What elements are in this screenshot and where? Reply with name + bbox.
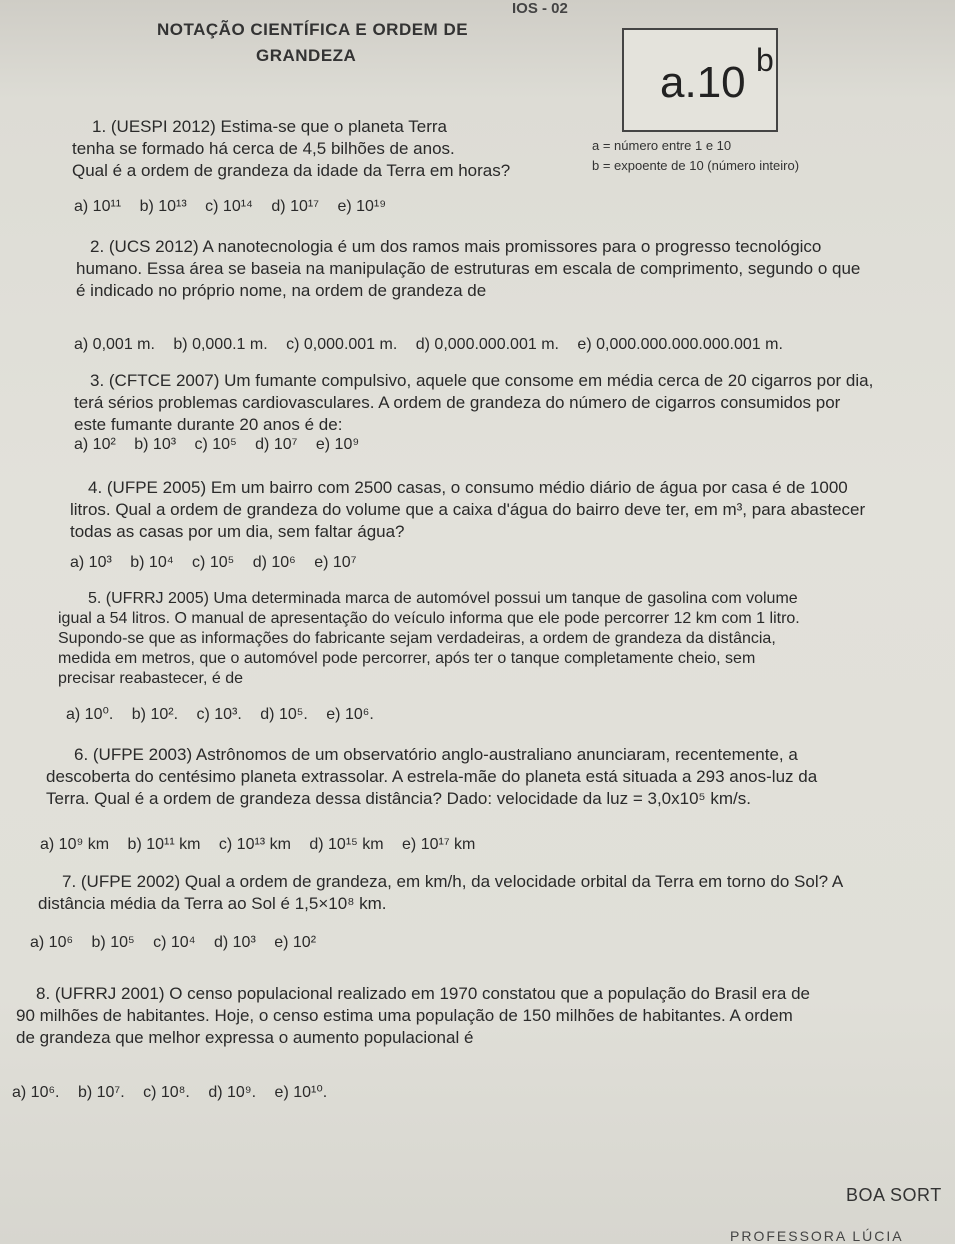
option-a: a) 0,001 m. [74, 336, 155, 353]
option-a: a) 10⁹ km [40, 836, 110, 853]
question-1-line-2: tenha se formado há cerca de 4,5 bilhões de anos. [72, 139, 455, 158]
question-1 [72, 116, 511, 182]
question-4-line-1: 4. (UFPE 2005) Em um bairro com 2500 casas, o consumo médio diário de água por casa é de 1000 [88, 478, 848, 497]
option-b: b) 10¹¹ km [127, 836, 201, 853]
question-8-options [12, 1082, 341, 1102]
page-header: IOS - 02 [512, 0, 568, 17]
question-7-options [30, 934, 330, 952]
option-b: b) 10⁴ [130, 554, 174, 571]
option-c: c) 10⁵ [194, 436, 237, 453]
option-a: a) 10⁶ [30, 934, 74, 951]
option-e: e) 10¹⁷ km [402, 836, 476, 853]
question-8-line-1: 8. (UFRRJ 2001) O censo populacional realizado em 1970 constatou que a população do Brasil era de [36, 984, 810, 1003]
question-5 [58, 589, 800, 689]
option-e: e) 10⁹ [315, 436, 360, 453]
question-5-line-2: igual a 54 litros. O manual de apresentação do veículo informa que ele pode percorrer 12 km com 1 litro. [58, 610, 800, 627]
question-5-line-4: medida em metros, que o automóvel pode percorrer, após ter o tanque completamente cheio, sem [58, 650, 756, 667]
question-2-line-2: humano. Essa área se baseia na manipulação de estruturas em escala de comprimento, segundo o que [76, 259, 861, 278]
question-7 [38, 871, 844, 915]
question-3-line-1: 3. (CFTCE 2007) Um fumante compulsivo, aquele que consome em média cerca de 20 cigarros por dia, [90, 371, 874, 390]
question-1-line-3: Qual é a ordem de grandeza da idade da Terra em horas? [72, 161, 511, 180]
good-luck-text: BOA SORT [846, 1185, 942, 1205]
question-2 [76, 236, 861, 302]
question-6-line-1: 6. (UFPE 2003) Astrônomos de um observatório anglo-australiano anunciaram, recentemente, a [74, 745, 798, 764]
option-e: e) 10² [274, 934, 317, 951]
option-a: a) 10¹¹ [74, 198, 122, 215]
option-a: a) 10² [74, 436, 116, 453]
option-d: d) 10³ [213, 934, 256, 951]
question-1-options [74, 198, 400, 216]
question-8-line-3: de grandeza que melhor expressa o aumento populacional é [16, 1028, 474, 1047]
option-c: c) 10¹³ km [218, 836, 291, 853]
question-5-line-3: Supondo-se que as informações do fabricante sejam verdadeiras, a ordem de grandeza da distância, [58, 630, 776, 647]
option-b: b) 10⁵ [91, 934, 135, 951]
question-7-line-1: 7. (UFPE 2002) Qual a ordem de grandeza, em km/h, da velocidade orbital da Terra em torno do Sol? A [62, 872, 844, 891]
option-b: b) 10⁷. [77, 1084, 125, 1101]
legend-b: b = expoente de 10 (número inteiro) [592, 158, 800, 173]
question-4-line-2: litros. Qual a ordem de grandeza do volume que a caixa d'água do bairro deve ter, em m³, para abastecer [70, 500, 866, 519]
option-c: c) 10³. [196, 706, 242, 723]
option-b: b) 0,000.1 m. [173, 336, 268, 353]
title-line-2: GRANDEZA [256, 46, 357, 65]
option-a: a) 10⁰. [66, 706, 114, 723]
question-3-options [74, 436, 373, 454]
question-5-line-5: precisar reabastecer, é de [58, 670, 243, 687]
option-e: e) 10⁶. [326, 706, 374, 723]
question-5-options [66, 704, 388, 724]
formula-base: a.10 [660, 58, 746, 107]
option-e: e) 10¹⁰. [274, 1084, 328, 1101]
question-2-line-1: 2. (UCS 2012) A nanotecnologia é um dos ramos mais promissores para o progresso tecnológico [90, 237, 822, 256]
question-3-line-2: terá sérios problemas cardiovasculares. A ordem de grandeza do número de cigarros consumidos por [74, 393, 841, 412]
question-5-line-1: 5. (UFRRJ 2005) Uma determinada marca de automóvel possui um tanque de gasolina com volume [88, 590, 798, 607]
option-e: e) 10¹⁹ [337, 198, 387, 215]
option-c: c) 10⁴ [153, 934, 196, 951]
option-d: d) 10¹⁵ km [309, 836, 384, 853]
option-d: d) 10⁹. [208, 1084, 257, 1101]
option-a: a) 10³ [70, 554, 112, 571]
option-d: d) 10¹⁷ [271, 198, 319, 215]
formula-exponent: b [756, 42, 774, 78]
option-e: e) 10⁷ [314, 554, 357, 571]
question-8-line-2: 90 milhões de habitantes. Hoje, o censo estima uma população de 150 milhões de habitantes. A ordem [16, 1006, 793, 1025]
question-3-line-3: este fumante durante 20 anos é de: [74, 415, 343, 434]
question-4 [70, 477, 866, 543]
question-2-line-3: é indicado no próprio nome, na ordem de grandeza de [76, 281, 487, 300]
option-e: e) 0,000.000.000.000.001 m. [577, 336, 783, 353]
option-d: d) 10⁵. [260, 706, 308, 723]
question-6-line-2: descoberta do centésimo planeta extrassolar. A estrela-mãe do planeta está situada a 293 anos-luz da [46, 767, 818, 786]
question-4-line-3: todas as casas por um dia, sem faltar água? [70, 522, 405, 541]
legend-a: a = número entre 1 e 10 [592, 138, 732, 153]
option-b: b) 10¹³ [139, 198, 187, 215]
question-2-options [74, 336, 797, 354]
option-c: c) 10¹⁴ [205, 198, 253, 215]
option-a: a) 10⁶. [12, 1084, 60, 1101]
question-1-line-1: 1. (UESPI 2012) Estima-se que o planeta Terra [92, 117, 447, 136]
option-c: c) 10⁸. [143, 1084, 190, 1101]
option-c: c) 0,000.001 m. [286, 336, 398, 353]
question-4-options [70, 554, 370, 572]
question-6-line-3: Terra. Qual é a ordem de grandeza dessa distância? Dado: velocidade da luz = 3,0x10⁵ km/s. [46, 789, 751, 808]
question-3 [74, 370, 874, 436]
teacher-name: PROFESSORA LÚCIA [730, 1228, 904, 1244]
question-8 [16, 983, 810, 1049]
question-6-options [40, 836, 489, 854]
question-7-line-2: distância média da Terra ao Sol é 1,5×10⁸ km. [38, 894, 387, 913]
question-6 [46, 744, 818, 810]
option-d: d) 0,000.000.001 m. [415, 336, 559, 353]
option-c: c) 10⁵ [192, 554, 235, 571]
option-b: b) 10². [131, 706, 179, 723]
title-line-1: NOTAÇÃO CIENTÍFICA E ORDEM DE [157, 20, 469, 39]
option-b: b) 10³ [134, 436, 177, 453]
option-d: d) 10⁷ [255, 436, 298, 453]
option-d: d) 10⁶ [252, 554, 296, 571]
formula-box [622, 28, 778, 132]
